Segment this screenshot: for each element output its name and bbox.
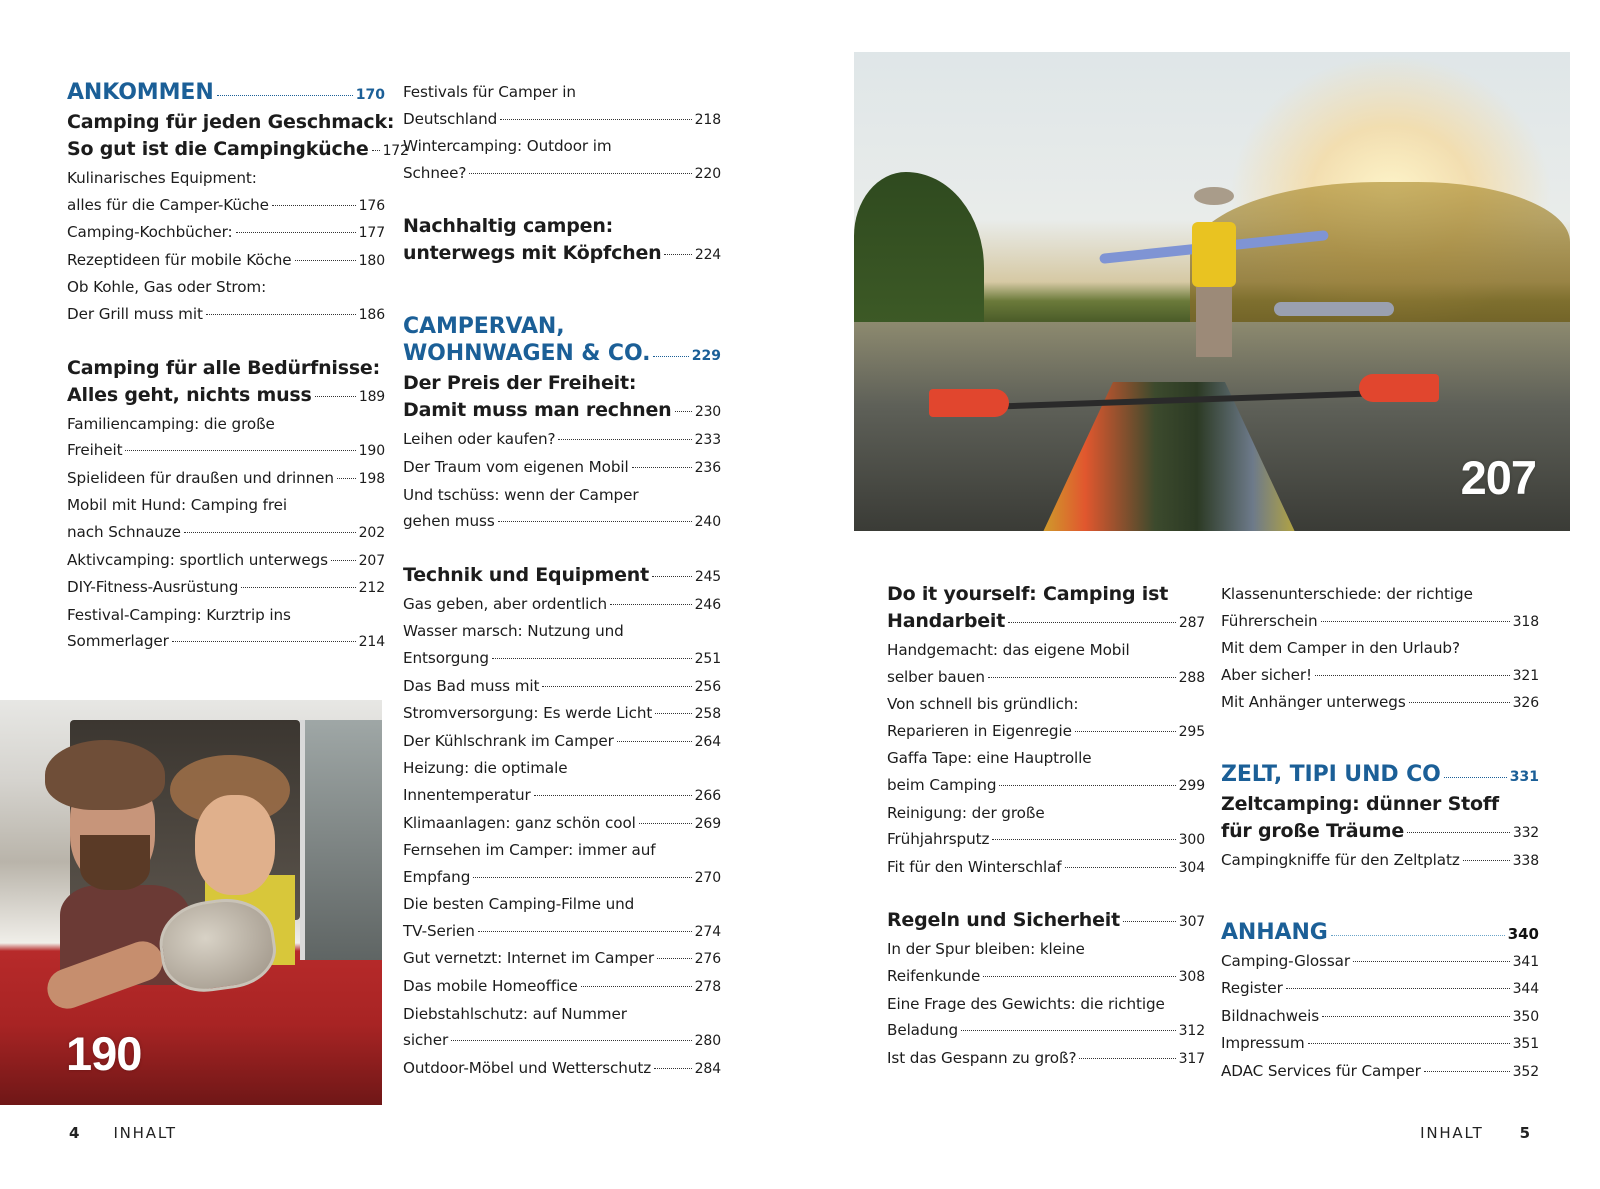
page-number: 352 [1512, 1063, 1539, 1080]
leader-dots [610, 604, 692, 605]
entry-text: Führerschein [1221, 611, 1318, 630]
leader-dots [988, 677, 1176, 678]
leader-dots [184, 532, 356, 533]
page-number: 340 [1507, 924, 1539, 943]
leader-dots [632, 467, 692, 468]
leader-dots [558, 439, 691, 440]
page-number: 318 [1512, 613, 1539, 630]
page-number: 307 [1178, 914, 1205, 931]
page-number: 256 [694, 678, 721, 695]
hat [1194, 187, 1234, 205]
page-number: 212 [358, 580, 385, 597]
page-number: 190 [358, 443, 385, 460]
leader-dots [125, 450, 355, 451]
leader-dots [1409, 702, 1510, 703]
page-number: 338 [1512, 852, 1539, 869]
leader-dots [1286, 988, 1510, 989]
toc-entry[interactable] [887, 691, 1205, 745]
leader-dots [473, 877, 691, 878]
chapter-title-line: Camping für alle Bedürfnisse: [67, 356, 381, 379]
chapter-title-line: So gut ist die Campingküche [67, 138, 369, 160]
toc-entry[interactable] [1221, 975, 1539, 1003]
spacer [403, 269, 721, 313]
paddle-blade [1359, 374, 1439, 402]
entry-text: ADAC Services für Camper [1221, 1061, 1421, 1080]
spacer [403, 187, 721, 213]
page-number: 230 [694, 404, 721, 421]
leader-dots [500, 119, 691, 120]
part-title: ZELT, TIPI UND CO [1221, 761, 1441, 787]
page-number: 308 [1178, 968, 1205, 985]
page-number: 341 [1512, 953, 1539, 970]
entry-text: Familiencamping: die große [67, 414, 275, 433]
running-head-right: INHALT [1420, 1124, 1484, 1142]
toc-entry[interactable] [403, 728, 721, 756]
page-number: 321 [1512, 667, 1539, 684]
entry-text: Mit dem Camper in den Urlaub? [1221, 639, 1460, 658]
leader-dots [1008, 622, 1176, 623]
toc-entry[interactable] [403, 755, 721, 809]
page-number: 186 [358, 306, 385, 323]
toc-entry[interactable] [403, 1001, 721, 1055]
entry-text: Sommerlager [67, 632, 169, 651]
leader-dots [1444, 777, 1507, 778]
page-number: 198 [358, 470, 385, 487]
entry-text: Frühjahrsputz [887, 830, 990, 849]
leader-dots [331, 560, 356, 561]
leader-dots [534, 795, 692, 796]
toc-part-zelt[interactable] [1221, 761, 1539, 791]
toc-entry[interactable] [403, 426, 721, 454]
page-number: 280 [694, 1033, 721, 1050]
chapter-title-line: Der Preis der Freiheit: [403, 372, 637, 395]
page-number: 220 [694, 165, 721, 182]
chapter-title-line: Do it yourself: Camping ist [887, 583, 1169, 605]
toc-entry[interactable] [1221, 847, 1539, 875]
entry-text: Outdoor-Möbel und Wetterschutz [403, 1058, 652, 1077]
page-number: 170 [355, 87, 385, 103]
chapter-title-line: Damit muss man rechnen [403, 399, 672, 422]
toc-entry[interactable] [403, 1055, 721, 1083]
leader-dots [992, 839, 1175, 840]
page-footer-right [1420, 1124, 1530, 1142]
toc-entry[interactable] [887, 1045, 1205, 1073]
entry-text: Ob Kohle, Gas oder Strom: [67, 278, 267, 297]
toc-entry[interactable] [887, 637, 1205, 691]
entry-text: Camping-Kochbücher: [67, 223, 233, 242]
page-number: 317 [1178, 1050, 1205, 1067]
entry-text: Handgemacht: das eigene Mobil [887, 641, 1130, 659]
page-number: 274 [694, 923, 721, 940]
entry-text: Impressum [1221, 1034, 1305, 1053]
entry-text: Festivals für Camper in [403, 83, 576, 101]
page-number: 207 [358, 552, 385, 569]
page-number: 284 [694, 1060, 721, 1077]
page-number: 278 [694, 979, 721, 996]
entry-text: Mit Anhänger unterwegs [1221, 693, 1406, 712]
toc-entry[interactable] [403, 618, 721, 672]
toc-chapter[interactable] [1221, 791, 1539, 847]
entry-text: Fit für den Winterschlaf [887, 857, 1062, 876]
page-number: 299 [1178, 777, 1205, 794]
leader-dots [492, 658, 692, 659]
chapter-title-line: Alles geht, nichts muss [67, 383, 312, 406]
page-number: 233 [694, 432, 721, 449]
leader-dots [1079, 1058, 1175, 1059]
toc-entry[interactable] [67, 465, 385, 493]
toc-entry[interactable] [1221, 1058, 1539, 1086]
toc-entry[interactable] [1221, 581, 1539, 635]
toc-entry[interactable] [403, 700, 721, 728]
toc-entry[interactable] [403, 810, 721, 838]
leader-dots [1331, 935, 1505, 936]
entry-text: Diebstahlschutz: auf Nummer [403, 1004, 627, 1023]
entry-text: Und tschüss: wenn der Camper [403, 485, 639, 504]
leader-dots [498, 521, 692, 522]
entry-text: selber bauen [887, 667, 985, 686]
leader-dots [1322, 1016, 1509, 1017]
toc-entry[interactable] [403, 482, 721, 536]
leader-dots [983, 976, 1175, 977]
second-kayak [1274, 302, 1394, 316]
leader-dots [337, 478, 356, 479]
entry-text: Fernsehen im Camper: immer auf [403, 841, 656, 860]
leader-dots [653, 356, 688, 357]
entry-text: Campingkniffe für den Zeltplatz [1221, 850, 1460, 869]
page-footer-left [69, 1124, 177, 1142]
leader-dots [1353, 961, 1510, 962]
page-number: 332 [1512, 824, 1539, 841]
entry-text: Aktivcamping: sportlich unterwegs [67, 550, 328, 569]
entry-text: gehen muss [403, 512, 495, 531]
entry-text: Von schnell bis gründlich: [887, 695, 1079, 714]
toc-column-4 [1221, 581, 1539, 1086]
toc-entry[interactable] [403, 837, 721, 891]
entry-text: Das Bad muss mit [403, 676, 540, 695]
leader-dots [581, 986, 692, 987]
chapter-title-line: unterwegs mit Köpfchen [403, 242, 662, 265]
leader-dots [617, 741, 692, 742]
entry-text: Stromversorgung: Es werde Licht [403, 704, 653, 723]
leader-dots [478, 931, 692, 932]
entry-text: DIY-Fitness-Ausrüstung [67, 578, 239, 597]
leader-dots [639, 823, 692, 824]
page-number: 270 [694, 869, 721, 886]
toc-entry[interactable] [403, 454, 721, 482]
entry-text: Rezeptideen für mobile Köche [67, 250, 292, 269]
life-vest [1192, 222, 1236, 287]
entry-text: Reinigung: der große [887, 803, 1045, 822]
entry-text: Schnee? [403, 163, 467, 182]
entry-text: Gas geben, aber ordentlich [403, 594, 608, 613]
entry-text: Empfang [403, 867, 471, 886]
page-number: 331 [1509, 768, 1539, 785]
toc-entry[interactable] [1221, 635, 1539, 689]
entry-text: Klassenunterschiede: der richtige [1221, 585, 1473, 603]
spacer [1221, 717, 1539, 761]
chapter-title-line: Regeln und Sicherheit [887, 909, 1120, 932]
toc-entry[interactable] [67, 602, 385, 656]
part-title-line: CAMPERVAN, [403, 314, 565, 340]
toc-entry[interactable] [887, 745, 1205, 799]
entry-text: Heizung: die optimale [403, 759, 568, 778]
toc-chapter[interactable] [67, 355, 385, 411]
leader-dots [1315, 675, 1510, 676]
entry-text: Der Traum vom eigenen Mobil [403, 457, 629, 476]
leader-dots [1321, 621, 1510, 622]
part-title-line: WOHNWAGEN & CO. [403, 341, 651, 367]
leader-dots [1407, 832, 1510, 833]
entry-text: Reparieren in Eigenregie [887, 721, 1072, 740]
entry-text: alles für die Camper-Küche [67, 195, 269, 214]
page-number: 246 [694, 596, 721, 613]
leader-dots [172, 641, 356, 642]
photo-camper-van [0, 700, 382, 1105]
entry-text: Gut vernetzt: Internet im Camper [403, 949, 654, 968]
leader-dots [1123, 921, 1176, 922]
page-number: 214 [358, 634, 385, 651]
toc-chapter[interactable] [887, 907, 1205, 936]
page-number: 312 [1178, 1023, 1205, 1040]
paddle-blade [929, 389, 1009, 417]
leader-dots [1463, 860, 1510, 861]
leader-dots [655, 713, 691, 714]
page-number: 180 [358, 252, 385, 269]
spacer [887, 881, 1205, 907]
toc-column-1 [67, 79, 409, 656]
entry-text: Register [1221, 979, 1283, 998]
page-number: 264 [694, 733, 721, 750]
leader-dots [675, 411, 692, 412]
page-number: 176 [358, 197, 385, 214]
toc-entry[interactable] [887, 800, 1205, 854]
leader-dots [1075, 731, 1176, 732]
toc-chapter[interactable] [403, 370, 721, 426]
toc-entry[interactable] [403, 133, 721, 187]
toc-entry[interactable] [1221, 1030, 1539, 1058]
entry-text: Innentemperatur [403, 785, 531, 804]
entry-text: Der Grill muss mit [67, 304, 203, 323]
leader-dots [451, 1040, 691, 1041]
toc-entry[interactable] [403, 973, 721, 1001]
leader-dots [961, 1030, 1176, 1031]
spacer [403, 536, 721, 562]
toc-entry[interactable] [67, 219, 385, 247]
entry-text: Klimaanlagen: ganz schön cool [403, 813, 636, 832]
leader-dots [654, 1068, 692, 1069]
toc-entry[interactable] [1221, 1003, 1539, 1031]
chapter-title-line: Technik und Equipment [403, 563, 649, 586]
entry-text: beim Camping [887, 775, 997, 794]
page-number: 350 [1512, 1008, 1539, 1025]
toc-chapter[interactable] [67, 109, 409, 165]
leader-dots [236, 232, 356, 233]
page-number-right: 5 [1519, 1124, 1530, 1142]
page-number: 202 [358, 524, 385, 541]
trees [854, 172, 984, 332]
man-hat [45, 740, 165, 810]
page-number-left: 4 [69, 1124, 80, 1142]
entry-text: Entsorgung [403, 648, 489, 667]
entry-text: nach Schnauze [67, 522, 181, 541]
page-number: 266 [694, 787, 721, 804]
leader-dots [664, 254, 691, 255]
leader-dots [206, 314, 356, 315]
entry-text: Bildnachweis [1221, 1006, 1320, 1025]
entry-text: Beladung [887, 1021, 959, 1040]
chapter-title-line: Zeltcamping: dünner Stoff [1221, 792, 1499, 815]
legs [1196, 287, 1232, 357]
chapter-title-line: Handarbeit [887, 610, 1006, 632]
toc-part-campervan[interactable] [403, 313, 721, 370]
spacer [67, 329, 385, 355]
page-number: 269 [694, 815, 721, 832]
page-number: 300 [1178, 832, 1205, 849]
girl-face [195, 795, 275, 895]
entry-text: Die besten Camping-Filme und [403, 895, 635, 914]
entry-text: In der Spur bleiben: kleine [887, 940, 1085, 959]
toc-entry[interactable] [887, 936, 1205, 990]
entry-text: Freiheit [67, 441, 123, 460]
entry-text: Ist das Gespann zu groß? [887, 1048, 1077, 1067]
entry-text: Aber sicher! [1221, 665, 1313, 684]
part-title: ANKOMMEN [67, 80, 214, 105]
leader-dots [272, 205, 356, 206]
toc-entry[interactable] [403, 591, 721, 619]
chapter-title-line: Nachhaltig campen: [403, 215, 614, 238]
entry-text: Spielideen für draußen und drinnen [67, 468, 334, 487]
entry-text: Festival-Camping: Kurztrip ins [67, 605, 291, 624]
toc-part-ankommen[interactable] [67, 79, 385, 109]
leader-dots [542, 686, 691, 687]
page-number: 258 [694, 706, 721, 723]
page-number: 172 [382, 143, 409, 159]
leader-dots [657, 958, 692, 959]
page-number: 287 [1178, 615, 1205, 631]
page-number: 304 [1178, 859, 1205, 876]
chapter-title-line: Camping für jeden Geschmack: [67, 111, 395, 133]
page-number: 295 [1178, 723, 1205, 740]
page-number: 344 [1512, 981, 1539, 998]
toc-entry[interactable] [67, 165, 385, 219]
van-window [300, 720, 382, 960]
toc-entry[interactable] [67, 574, 385, 602]
entry-text: Gaffa Tape: eine Hauptrolle [887, 749, 1092, 768]
page-number: 276 [694, 951, 721, 968]
chapter-title-line: für große Träume [1221, 819, 1405, 842]
entry-text: sicher [403, 1031, 449, 1050]
toc-column-2 [403, 79, 721, 1082]
page-number: 236 [694, 459, 721, 476]
leader-dots [1424, 1071, 1510, 1072]
toc-entry[interactable] [403, 891, 721, 945]
leader-dots [999, 785, 1175, 786]
toc-entry[interactable] [67, 274, 385, 328]
entry-text: Kulinarisches Equipment: [67, 169, 257, 187]
entry-text: Das mobile Homeoffice [403, 977, 578, 996]
toc-column-3 [887, 581, 1205, 1072]
entry-text: Reifenkunde [887, 966, 981, 985]
entry-text: Der Kühlschrank im Camper [403, 731, 614, 750]
toc-chapter[interactable] [887, 581, 1205, 637]
toc-entry[interactable] [403, 673, 721, 701]
page-number: 218 [694, 111, 721, 128]
entry-text: Wintercamping: Outdoor im [403, 137, 612, 156]
part-title: ANHANG [1221, 919, 1328, 945]
entry-text: Leihen oder kaufen? [403, 430, 556, 449]
leader-dots [372, 150, 380, 151]
leader-dots [217, 95, 353, 96]
toc-entry[interactable] [887, 991, 1205, 1045]
entry-text: Eine Frage des Gewichts: die richtige [887, 994, 1165, 1013]
leader-dots [295, 260, 356, 261]
photo-page-reference[interactable]: 207 [1460, 451, 1536, 504]
page-number: 229 [691, 348, 721, 365]
page-number: 240 [694, 514, 721, 531]
leader-dots [315, 396, 356, 397]
page-number: 177 [358, 225, 385, 242]
page-number: 351 [1512, 1036, 1539, 1053]
entry-text: Mobil mit Hund: Camping frei [67, 496, 288, 515]
spacer [1221, 875, 1539, 919]
toc-entry[interactable] [67, 247, 385, 275]
toc-entry[interactable] [403, 945, 721, 973]
leader-dots [469, 173, 691, 174]
toc-part-anhang[interactable] [1221, 919, 1539, 948]
page-number: 288 [1178, 669, 1205, 686]
toc-entry[interactable] [403, 79, 721, 133]
entry-text: Camping-Glossar [1221, 951, 1351, 970]
photo-page-reference[interactable]: 190 [66, 1027, 142, 1080]
man-beard [80, 835, 150, 890]
leader-dots [1065, 867, 1176, 868]
toc-entry[interactable] [1221, 689, 1539, 717]
entry-text: TV-Serien [403, 921, 475, 940]
page-number: 224 [694, 247, 721, 264]
running-head-left: INHALT [113, 1124, 177, 1142]
toc-chapter[interactable] [403, 213, 721, 269]
toc-entry[interactable] [887, 854, 1205, 882]
page-number: 251 [694, 650, 721, 667]
leader-dots [652, 576, 692, 577]
toc-entry[interactable] [67, 411, 385, 465]
page-number: 189 [358, 388, 385, 405]
page-number: 326 [1512, 695, 1539, 712]
entry-text: Wasser marsch: Nutzung und [403, 622, 624, 641]
entry-text: Deutschland [403, 109, 498, 128]
toc-chapter[interactable] [403, 562, 721, 591]
standing-person [1184, 187, 1244, 357]
leader-dots [1308, 1043, 1510, 1044]
toc-entry[interactable] [67, 547, 385, 575]
leader-dots [241, 587, 355, 588]
photo-kayak-sunset [854, 52, 1570, 531]
toc-entry[interactable] [67, 492, 385, 546]
toc-entry[interactable] [1221, 948, 1539, 976]
page-number: 245 [694, 568, 721, 585]
